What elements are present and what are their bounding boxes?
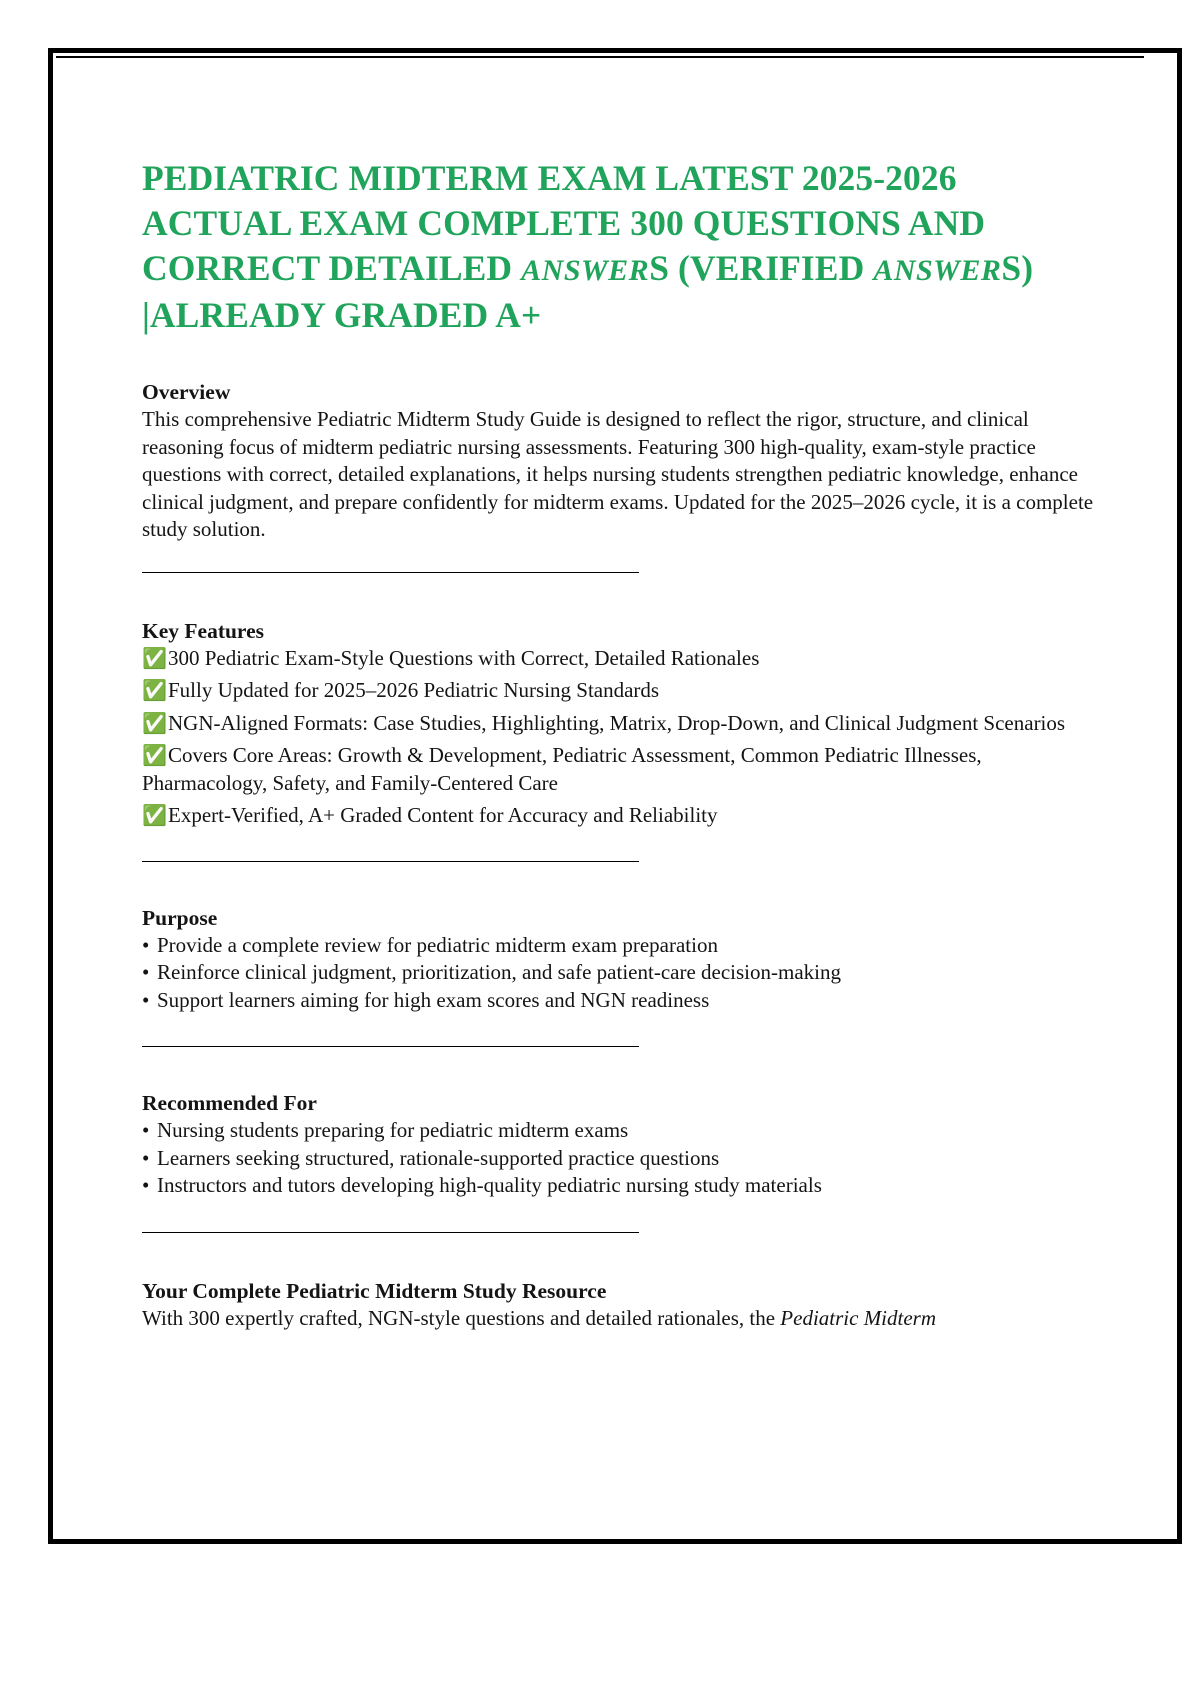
recommended-text: Learners seeking structured, rationale-supported practice questions [157,1145,720,1170]
feature-text: Expert-Verified, A+ Graded Content for Accuracy and Reliability [168,803,718,827]
purpose-section [142,904,1102,1015]
bullet-icon: • [142,1118,150,1142]
closing-section [142,1277,1102,1333]
title-line-3-answer-2: ANSWER [873,254,1002,287]
feature-text: Fully Updated for 2025–2026 Pediatric Nursing Standards [168,678,660,702]
recommended-text: Instructors and tutors developing high-quality pediatric nursing study materials [157,1173,822,1197]
list-item [142,710,1102,738]
overview-section [142,378,1102,544]
recommended-text: Nursing students preparing for pediatric midterm exams [157,1118,629,1142]
key-features-heading: Key Features [142,618,264,643]
list-item [142,1172,1102,1200]
feature-text: 300 Pediatric Exam-Style Questions with Correct, Detailed Rationales [168,645,760,670]
list-item [142,802,1102,830]
closing-text-title: Pediatric Midterm [780,1305,937,1330]
bullet-icon: • [142,987,150,1012]
key-features-list [142,645,1102,830]
checkmark-icon: ✅ [142,743,167,767]
document-content [142,156,1102,1332]
purpose-text: Support learners aiming for high exam scores and NGN readiness [157,987,710,1012]
title-line-1: PEDIATRIC MIDTERM EXAM LATEST 2025-2026 [142,158,957,198]
list-item [142,1145,1102,1173]
closing-heading: Your Complete Pediatric Midterm Study Resource [142,1278,607,1303]
list-item [142,742,1102,797]
recommended-for-heading: Recommended For [142,1091,317,1115]
bullet-icon: • [142,1145,150,1170]
checkmark-icon: ✅ [142,710,167,735]
title-line-2: ACTUAL EXAM COMPLETE 300 QUESTIONS AND [142,203,986,243]
key-features-section [142,617,1102,830]
list-item [142,987,1102,1015]
list-item [142,645,1102,673]
recommended-for-section [142,1089,1102,1200]
overview-text: This comprehensive Pediatric Midterm Study Guide is designed to reflect the rigor, structure, and clinical reasoning focus of midterm pediatric nursing assessments. Featuring 300 high-quality, exam-style practice questions with correct, detailed explanations, it helps nursing students strengthen pediatric knowledge, enhance clinical judgment, and prepare confidently for midterm exams. Updated for the 2025–2026 cycle, it is a complete study solution. [142,407,1094,541]
title-line-4: |ALREADY GRADED A+ [142,295,542,335]
frame-top-rule [56,56,1144,58]
checkmark-icon: ✅ [142,678,167,702]
closing-text [142,1305,1102,1333]
purpose-text: Provide a complete review for pediatric midterm exam preparation [157,932,718,957]
feature-text: NGN-Aligned Formats: Case Studies, Highlighting, Matrix, Drop-Down, and Clinical Judgment Scenarios [168,710,1066,735]
document-title [142,156,1102,338]
checkmark-icon: ✅ [142,803,167,827]
list-item [142,932,1102,960]
bullet-icon: • [142,960,150,984]
purpose-heading: Purpose [142,905,218,930]
purpose-text: Reinforce clinical judgment, prioritization, and safe patient-care decision-making [157,960,841,984]
title-line-3-answer: ANSWER [521,254,650,287]
checkmark-icon: ✅ [142,645,167,670]
bullet-icon: • [142,932,150,957]
overview-heading: Overview [142,380,231,404]
purpose-list [142,932,1102,1015]
feature-text: Covers Core Areas: Growth & Development, Pediatric Assessment, Common Pediatric Illnesses, Pharmacology, Safety, and Family-Centered Care [142,743,982,795]
title-line-3a: CORRECT DETAILED [142,248,522,288]
list-item [142,1117,1102,1145]
list-item [142,677,1102,705]
list-item [142,959,1102,987]
title-line-3c: S (VERIFIED [649,248,874,288]
bullet-icon: • [142,1173,150,1197]
closing-text-lead: With 300 expertly crafted, NGN-style questions and detailed rationales, the [142,1305,781,1330]
recommended-for-list [142,1117,1102,1200]
title-line-3e: S) [1001,248,1034,288]
